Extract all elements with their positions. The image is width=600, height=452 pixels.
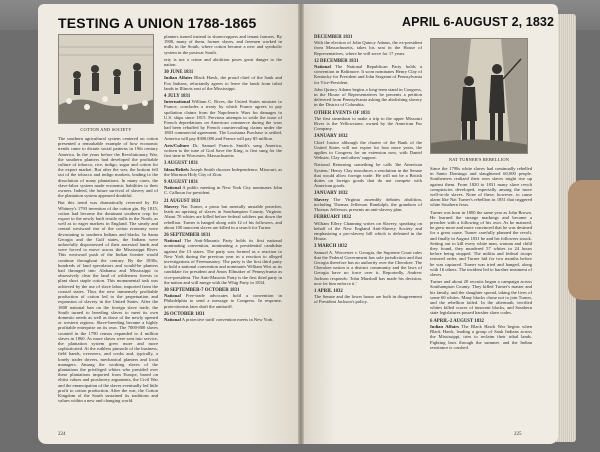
list-item	[164, 311, 282, 322]
entry-date: JANUARY 1832	[314, 134, 348, 140]
entry-label: Ideas/Beliefs	[164, 166, 189, 172]
book-spine	[298, 4, 304, 444]
left-page-number: 224	[58, 432, 66, 437]
rebellion-caption: NAT TURNER'S REBELLION	[448, 157, 510, 162]
paragraph	[430, 210, 532, 278]
right-column-2	[430, 166, 532, 430]
list-item	[314, 162, 422, 188]
entry-text: Joseph Smith chooses Independence, Missouri, as the Mormon Holy City of Zion.	[164, 166, 282, 177]
entry-label: Arts/Culture	[164, 142, 190, 148]
entry-text: A public meeting in New York City nominates John C. Calhoun for president.	[164, 185, 282, 196]
entry-label: Slavery	[314, 196, 329, 202]
list-item	[164, 69, 282, 91]
list-item	[314, 58, 422, 85]
entry-text: Samuel A. Worcester v. Georgia, the Supreme Court rules that the Federal Government has sole jurisdiction and that Georgia therefore has no authority over the Cherokee. The Cherokee nation is a distinct community and the laws of Georgia have no force over it. Reportedly, Andrew Jackson responds: 'John Marshall has made his decision, now let him enforce it.'	[314, 249, 422, 286]
entry-text: With the election of John Quincy Adams, the ex-president from Massachusetts, takes his seat in the House of Representatives, where he will serve for 17 years.	[314, 40, 422, 56]
entry-date: 9 AUGUST 1831	[164, 180, 199, 186]
entry-label: National	[164, 316, 181, 322]
entry-date: 26 OCTOBER 1831	[164, 311, 205, 317]
list-item	[430, 318, 532, 350]
paragraph	[430, 166, 532, 208]
entry-date: JANUARY 1832	[314, 191, 348, 197]
right-page-number: 225	[514, 432, 522, 437]
entry-text: Since the 1790s white slaves had continually rebelled in Santo Domingo and slaughtered 60,000 people. Southerners realized their own slaves might rise up against them. From 1820 to 1831 many slave revolt conspiracies developed, especially among the more well-to-do slaves. None of these, however, to cause alarm like Nat Turner's rebellion in 1831 that triggered white Southern fears.	[430, 166, 532, 208]
entry-date: OTHER EVENTS OF 1831	[314, 110, 371, 116]
list-item	[314, 133, 422, 160]
entry-label: Indian Affairs	[164, 75, 193, 81]
left-column-1	[58, 136, 158, 428]
rebellion-engraving-icon	[431, 39, 528, 154]
entry-date: DECEMBER 1831	[314, 35, 353, 40]
entry-label: International	[164, 99, 191, 105]
list-item	[164, 179, 282, 196]
list-item	[314, 34, 422, 56]
entry-text: William Ellery Channing writes on Slavery, speaking on behalf of the New England Anti-Slavery Society and emphasizing a pro-slavery bill which is defeated in the House.	[314, 220, 422, 242]
list-item	[314, 190, 422, 212]
list-item	[314, 243, 422, 286]
list-item	[164, 93, 282, 141]
list-item	[314, 110, 422, 132]
entry-label: National	[314, 64, 331, 70]
list-item	[164, 34, 282, 55]
entry-text: Chief Justice although the charter of the Bank of the United States will not expire for four more years, the applies to Congress for an extension now, with Daniel Webster, Clay and others' support.	[314, 139, 422, 161]
entry-text: erty is not a crime and abolition poses great danger to the nation.	[164, 56, 282, 68]
left-page-title: TESTING A UNION 1788-1865	[58, 15, 257, 31]
list-item	[164, 143, 282, 159]
right-page	[300, 4, 558, 444]
entry-text: William C. Rives, the United States minister to France, concludes a treaty by which France agrees to pay spoliation claims from the Napoleonic Wars for damages to U.S. ships since 1815. Previous attempts to settle the issue of French depredations on American commerce during the wars had been rebuffed by French countervailing claims under the 1803 commercial agreement. The Louisiana Purchase is settled, America will pay $300,000 and France will pay $5 million.	[164, 99, 282, 141]
entry-date: 6 APRIL-2 AUGUST 1832	[430, 318, 484, 324]
entry-text: John Quincy Adams begins a long-term stand in Congress, in the House of Representatives he presents a petition delivered from Pennsylvania asking the abolishing slavery in the District of Columbia.	[314, 86, 422, 108]
cotton-illustration	[58, 34, 154, 124]
entry-text: Turner and about 20 recruits began a campaign across Southampton County. They killed Turner's master and his family, and the slaughter spread, taking the lives of some 60 whites. Many blacks chose not to join Turner, and the rebellion failed. In the aftermath, terrified whites killed scores of innocent blacks, and Southern state legislatures passed harsher slave codes.	[430, 279, 532, 316]
list-item	[314, 288, 422, 305]
entry-text: Nat Turner, a pious but mentally unstable preacher, leads an uprising of slaves in Southampton County, Virginia. About 70 whites are killed before federal soldiers put down the rebellion. Turner is hanged along with 12 of his followers, and about 100 innocent slaves are killed in a search for Turner.	[164, 203, 282, 230]
entry-date: 21 AUGUST 1831	[164, 198, 201, 204]
entry-date: 30 SEPTEMBER-7 OCTOBER 1831	[164, 287, 240, 293]
entry-text: Turner was born in 1800 the same year as John Brown. He learned the strange markings and became a preacher with a following of his own. As he matured, he grew more and more convinced that he was destined for a great cause. Turner carefully planned the revolt, and finally in August 1831 he and his followers struck. Setting out to kill every white man, woman and child they found, they murdered 57 whites in 24 hours before being stopped. The militia and federal troops restored order, and Turner hid for two months before he was captured. Turner was tried and hanged, along with 16 others. The incident led to harsher treatment of slaves.	[430, 209, 532, 278]
entry-text: The National Republican Party holds a convention in Baltimore. It soon nominates Henry Clay of Kentucky for President and John Sergeant of Pennsylvania for Vice-President.	[314, 64, 422, 85]
list-item	[164, 232, 282, 285]
paragraph: The southern agricultural system centered on cotton presented a remarkable example of how economic trends came to dictate social patterns in 19th century America. In the years before the Revolutionary War, the southern planters had developed the profitable culture of tobacco, rice, indigo, sugar and cotton for the export market. But after the war, the bottom fell out of the tobacco and indigo markets, leading to the dissolution of many plantations. In many cases, the slave-labor system made economic liabilities to their owners. Indeed, the future survival of slavery and of the plantation system appeared doubtful.	[58, 136, 158, 199]
cotton-caption: COTTON AND SOCIETY	[80, 127, 132, 132]
right-column-1	[314, 34, 422, 430]
list-item	[314, 87, 422, 108]
entry-text: National Returning something he calls 'the American System,' Henry Clay introduces a resolution in the Senate that would allow foreign trade. He will not be a British duties on foreign goods that do not compete with American goods.	[314, 162, 422, 189]
left-column-2	[164, 34, 282, 430]
entry-text: The first steamboat to make a trip to the upper Missouri River is the Yellowstone, owned by the American Fur Company.	[314, 115, 422, 132]
list-item	[164, 57, 282, 67]
list-item	[164, 287, 282, 309]
entry-label: Indian Affairs	[430, 323, 460, 329]
cotton-engraving-icon	[59, 35, 154, 124]
entry-label: National	[164, 293, 181, 299]
paragraph: But this trend was dramatically reversed by Eli Whitney's 1793 invention of the cotton gin. By 1815, cotton had become the dominant southern crop for export to the newly built textile mills in the North, as well as to eager markets in England. The steady and central westward rise of the cotton economy were devastating to southern Indians and blacks. In Santa Georgia and the Gulf states, the Indians were unlawfully dispossessed of their ancestral lands and were forced to move across the Mississippi River. This westward push of the Indian frontier would continue throughout the century. By the 1830s, hundreds of land speculators and would-be planters had thronged into Alabama and Mississippi to obsessively clear the land of wilderness forests to plant short staple cotton. This monumental task was achieved by the use of slave labor, imported from the coastal states. Thus the new immensely profitable production of cotton led to the perpetuation and expansion of slavery in the United States. After the 1808 national ban on the foreign slave trade, the South turned to breeding slaves to meet its own domestic needs as well as those of the newly opened or western regions. Slave-breeding became a highly profitable enterprise on its own. The 7000-800 slaves counted in the 1790 census expanded to 4 million slaves in 1860. As more slaves were sent into service, the plantation system grew more and more sophisticated. At the ruthless pinnacle of the business, field hands, overseers, and cooks and, typically, a lonely trader drivers, mechanical planters and local managers. Among the working slaves of the plantations the privileged whites who presided over these plantations imported from Europe, based on elitist values and proslavery arguments, the Civil War and the emancipation of the slaves eventually led little profit to cotton production. After the war, the Cotton Kingdom of the South sustained its traditions and values within a new and changing world.	[58, 200, 158, 404]
nat-turner-illustration	[430, 38, 528, 154]
entry-text: planters turned instead to sharecroppers and tenant farmers. By 1900, many of them, former slaves, and freemen worked in mills in the South, where cotton became a new and symbolic system in the postwar South.	[164, 34, 282, 55]
entry-text: Free-trade advocates hold a convention in Philadelphia to send a message to Congress. In response, protectionists later draft the antitariff.	[164, 293, 282, 309]
entry-label: National	[164, 238, 181, 244]
right-page-title: APRIL 6-AUGUST 2, 1832	[402, 15, 555, 29]
entry-date: 26 SEPTEMBER 1831	[164, 232, 211, 238]
list-item	[314, 214, 422, 241]
entry-text: Dr. Samuel Francis Smith's song America, written to the tune of God Save the King, is first sung for the first time in Worcester, Massachusetts.	[164, 142, 282, 159]
thumb	[568, 180, 600, 300]
entry-text: The Virginia assembly debates abolition, including Thomas Jefferson Randolph, the grandson of Thomas Jefferson, presents an anti-slavery plan.	[314, 196, 422, 213]
entry-text: The Black Hawk War begins when Black Hawk, leading a group of Sauk Indians across the Mississippi, tries to reclaim their tribal lands. Fighting lasts through the summer, and the Indian resistance is crushed.	[430, 323, 532, 350]
entry-text: The Anti-Masonic Party holds its first national nominating convention, nominating a presidential candidate against the 13 states. The party was formed as a reaction to New York during the previous year in a reaction to alleged investigations of Freemasonry. The party is the first third party to hold a national convention and nominates William Wirt as its candidate for president and Amos Ellmaker of Pennsylvania as vice-president. The Anti-Masonic Party is the first third party in the nation and will merge with the Whig Party in 1834.	[164, 238, 282, 285]
paragraph	[430, 279, 532, 315]
entry-label: Slavery	[164, 203, 179, 209]
entry-text: The Senate and the lower house are both in disagreement of President Jackson's policy.	[314, 294, 422, 305]
left-page	[38, 4, 300, 444]
entry-date: 12 DECEMBER 1831	[314, 58, 359, 64]
list-item	[164, 160, 282, 177]
entry-text: Black Hawk, the proud chief of the Sauk and Fox Indians, reluctantly agrees to leave the lands from tribal lands in Illinois east of the Mississippi.	[164, 75, 282, 91]
entry-label: National	[164, 185, 181, 191]
list-item	[164, 198, 282, 230]
entry-date: 3 AUGUST 1831	[164, 161, 199, 167]
entry-date: 30 JUNE 1831	[164, 70, 194, 76]
entry-date: 4 JULY 1831	[164, 94, 191, 100]
entry-date: 1 APRIL 1832	[314, 288, 343, 294]
entry-date: FEBRUARY 1832	[314, 215, 352, 221]
entry-date: 3 MARCH 1832	[314, 244, 348, 250]
entry-text: A protective tariff convention meets in New York.	[181, 316, 274, 322]
